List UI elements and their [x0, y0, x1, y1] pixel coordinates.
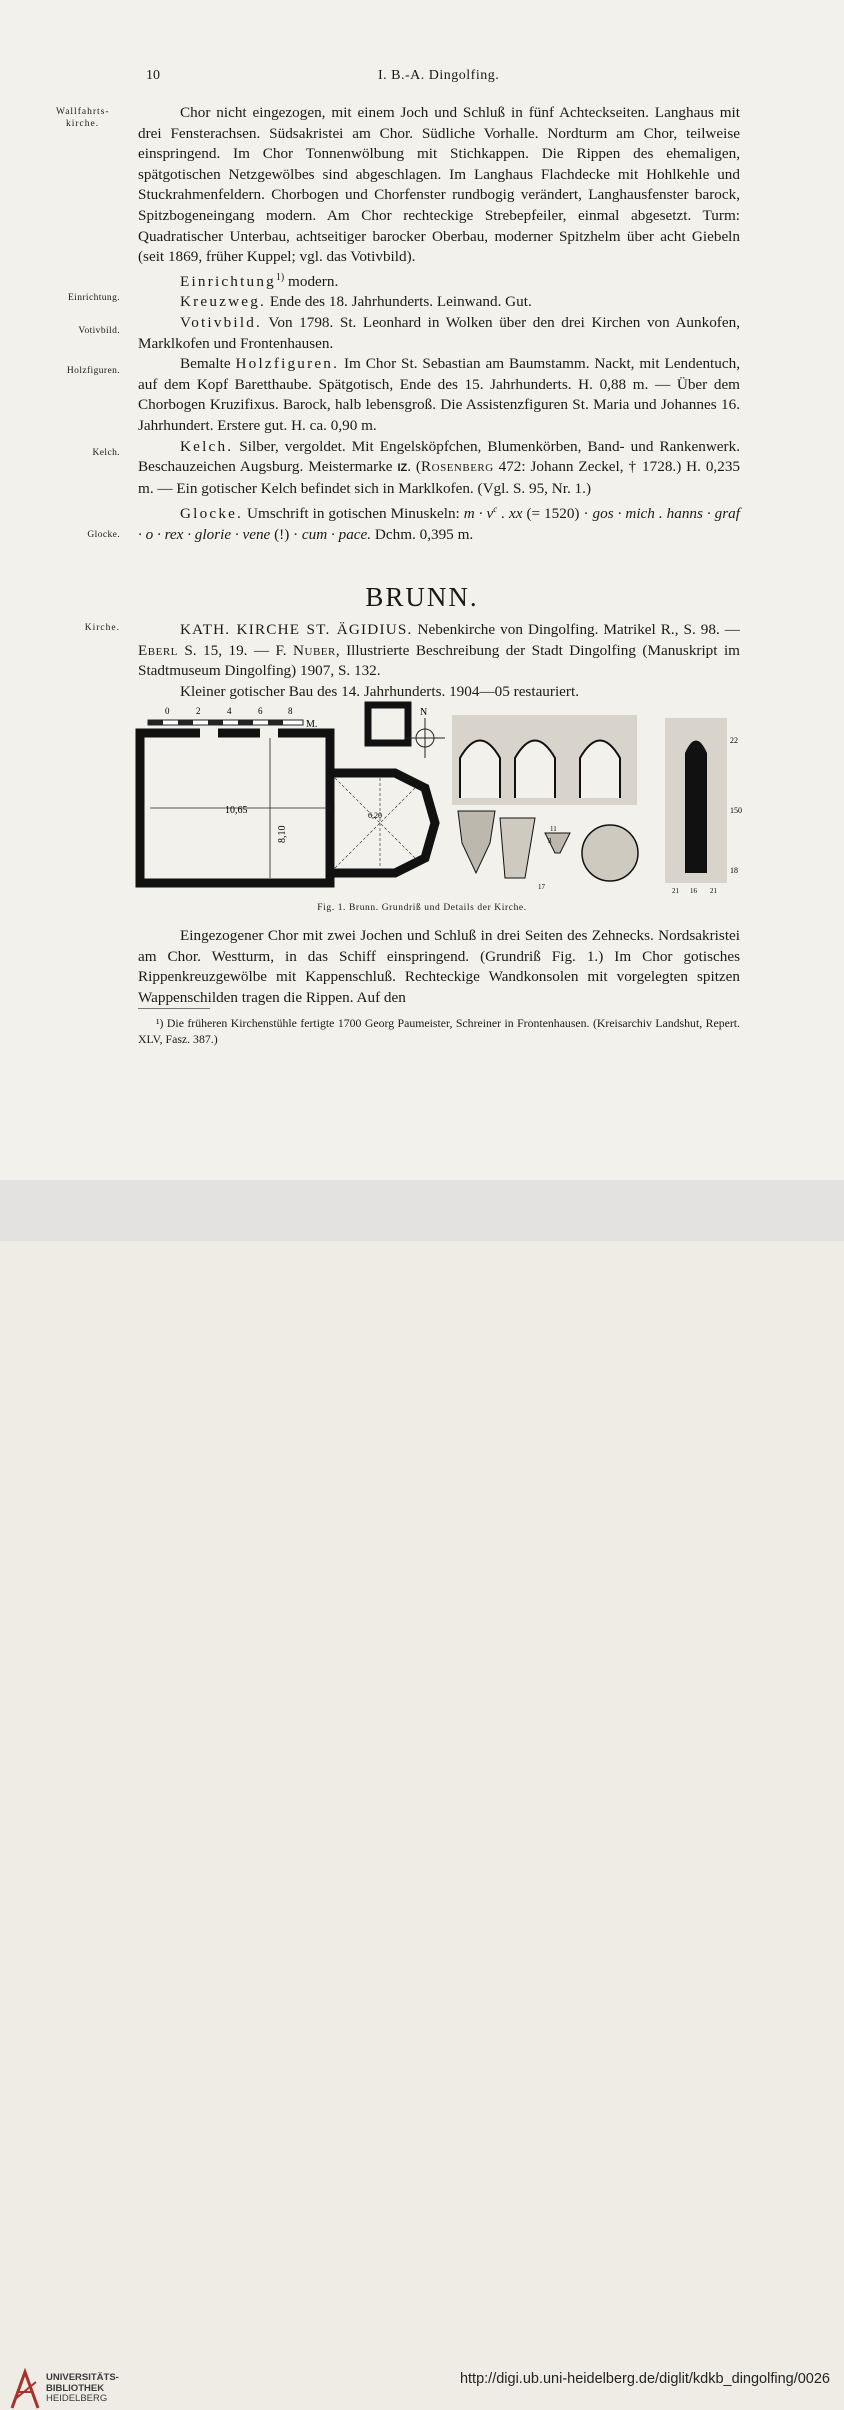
- detail-label-3: 3: [548, 837, 552, 845]
- figure-ground-plan: [140, 703, 740, 898]
- running-title: I. B.-A. Dingolfing.: [378, 68, 500, 83]
- viewer-footer: [0, 1180, 844, 2404]
- library-logo-icon[interactable]: [10, 2370, 40, 2410]
- paragraph-bau: Kleiner gotischer Bau des 14. Jahrhunderts. 1904—05 restauriert.: [180, 682, 579, 700]
- paragraph-description: Eingezogener Chor mit zwei Jochen und Schluß in drei Seiten des Zehnecks. Nordsakristei am Chor. Westturm, in das Schiff einspringend. (Grundriß Fig. 1.) Im Chor gotisches Rippenkreuzgewölbe mit Kappenschluß. Rechteckige Wandkonsolen mit vorgelegten spitzen Wappenschilden tragen die Rippen. Auf den: [138, 927, 740, 1006]
- detail-label-16: 16: [690, 887, 697, 895]
- dimension-width: 10,65: [225, 805, 248, 816]
- margin-note-wallfahrtskirche: Wallfahrts- kirche.: [56, 107, 110, 129]
- scale-bar: [148, 706, 317, 730]
- margin-note-kirche: Kirche.: [84, 623, 120, 633]
- scale-label-0: 0: [165, 706, 170, 716]
- footnote-text: ¹) Die früheren Kirchenstühle fertigte 1700 Georg Paumeister, Schreiner in Frontenhausen. (Kreisarchiv Landshut, Repert. XLV, Fasz. 387.): [138, 1016, 740, 1046]
- text-block-brunn: [138, 620, 740, 702]
- plan-choir: [330, 773, 435, 873]
- paragraph-kelch: Kelch. Silber, vergoldet. Mit Engelsköpfchen, Blumenkörben, Band- und Rankenwerk. Beschauzeichen Augsburg. Meistermarke IZ. (Rosenberg 472: Johann Zeckel, † 1728.) H. 0,235 m. — Ein gotischer Kelch befindet sich in Marklkofen. (Vgl. S. 95, Nr. 1.): [138, 437, 741, 497]
- plan-tower: [368, 705, 408, 743]
- detail-label-17: 17: [538, 883, 545, 891]
- scale-label-4: 4: [227, 706, 232, 716]
- permalink-url[interactable]: http://digi.ub.uni-heidelberg.de/diglit/kdkb_dingolfing/0026: [459, 2371, 830, 2387]
- paragraph-einrichtung: Einrichtung$^{1)}$ modern.: [180, 271, 339, 290]
- detail-consoles: [458, 811, 638, 881]
- dimension-length: 8,10: [277, 825, 288, 843]
- text-block-wallfahrtskirche: [138, 103, 740, 546]
- paragraph-votivbild: Votivbild. Von 1798. St. Leonhard in Wolken über den drei Kirchen von Aunkofen, Marklkofen und Frontenhausen.: [138, 314, 740, 352]
- margin-note-glocke: Glocke.: [87, 530, 120, 540]
- scale-label-6: 6: [258, 706, 263, 716]
- dimension-choir: 6,20: [368, 811, 382, 820]
- margin-note-votivbild: Votivbild.: [78, 326, 120, 336]
- footnote-rule: [138, 1008, 210, 1009]
- margin-note-holzfiguren: Holzfiguren.: [66, 366, 120, 376]
- library-name[interactable]: UNIVERSITÄTS- BIBLIOTHEK HEIDELBERG: [46, 2372, 119, 2404]
- scanned-page: [0, 0, 844, 1180]
- figure-caption: Fig. 1. Brunn. Grundriß und Details der Kirche.: [317, 903, 527, 913]
- detail-label-21b: 21: [710, 887, 717, 895]
- page-number: 10: [146, 68, 160, 83]
- paragraph-glocke: Glocke. Umschrift in gotischen Minuskeln: $m \cdot v^c$ . xx (= 1520) · gos · mich . hanns · graf · o · rex · glorie · vene (!) · cum · pace. Dchm. 0,395 m.: [138, 504, 740, 543]
- scale-unit: M.: [306, 719, 318, 730]
- paragraph-kirche-st-aegidius: KATH. KIRCHE ST. ÄGIDIUS. Nebenkirche von Dingolfing. Matrikel R., S. 98. — Eberl S. 15, 19. — F. Nuber, Illustrierte Beschreibung der Stadt Dingolfing (Manuskript im Stadtmuseum Dingolfing) 1907, S. 132.: [138, 621, 740, 680]
- running-header: [0, 68, 844, 88]
- paragraph-kreuzweg: Kreuzweg. Ende des 18. Jahrhunderts. Leinwand. Gut.: [180, 293, 532, 311]
- scale-label-8: 8: [288, 706, 293, 716]
- footnote: [138, 1015, 740, 1047]
- paragraph-holzfiguren: Bemalte Holzfiguren. Im Chor St. Sebastian am Baumstamm. Nackt, mit Lendentuch, auf dem Kopf Baretthaube. Spätgotisch, Ende des 15. Jahrhunderts. H. 0,88 m. — Über dem Chorbogen Kruzifixus. Barock, halb lebensgroß. Die Assistenzfiguren St. Maria und Johannes 16. Jahrhundert. Erstere gut. H. ca. 0,90 m.: [138, 355, 741, 434]
- detail-arches: [452, 715, 637, 805]
- margin-note-kelch: Kelch.: [92, 448, 120, 458]
- section-heading-brunn: BRUNN.: [365, 582, 479, 612]
- margin-note-einrichtung: Einrichtung.: [67, 293, 120, 303]
- paragraph-wallfahrtskirche: Chor nicht eingezogen, mit einem Joch und Schluß in fünf Achteckseiten. Langhaus mit drei Fensterachsen. Südsakristei am Chor. Südliche Vorhalle. Nordturm am Chor, teilweise einspringend. Im Chor Tonnenwölbung mit Stichkappen. Die Rippen des ehemaligen, spätgotischen Netzgewölbes sind abgeschlagen. Im Langhaus Flachdecke mit Hohlkehle und Stuckrahmenfeldern. Chorbogen und Chorfenster rundbogig verändert, Langhausfenster barock, Spitzbogeneingang modern. Am Chor rechteckige Strebepfeiler, einmal abgesetzt. Turm: Quadratischer Unterbau, achtseitiger barocker Oberbau, moderner Spitzhelm über acht Giebeln (seit 1869, früher Kuppel; vgl. das Votivbild).: [138, 104, 740, 266]
- detail-label-150: 150: [730, 806, 742, 815]
- text-block-description: [138, 926, 740, 1008]
- detail-label-11: 11: [550, 825, 557, 833]
- north-label: N: [420, 707, 428, 718]
- detail-label-22: 22: [730, 736, 738, 745]
- detail-label-18: 18: [730, 866, 738, 875]
- detail-label-21a: 21: [672, 887, 679, 895]
- scale-label-2: 2: [196, 706, 201, 716]
